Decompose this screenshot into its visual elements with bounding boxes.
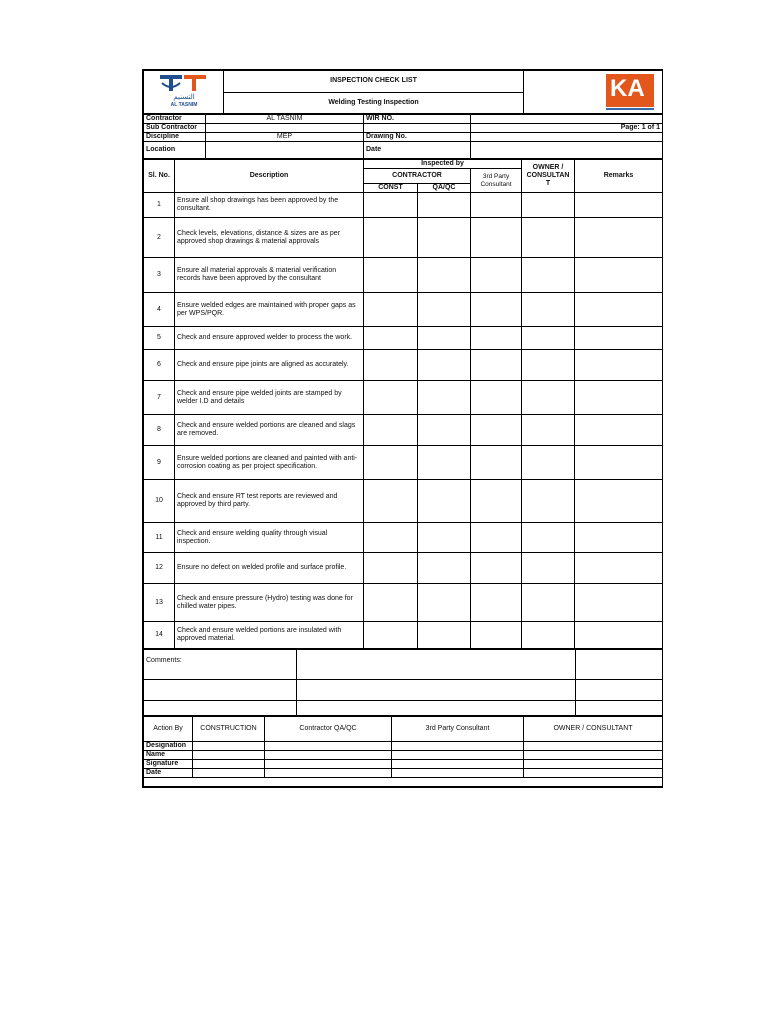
checklist-row (144, 350, 663, 381)
subcontractor-label: Sub Contractor (144, 124, 206, 133)
footer-blank-row (144, 778, 663, 787)
qaqc-check[interactable] (418, 381, 471, 415)
qaqc-check[interactable] (418, 523, 471, 553)
qaqc-check[interactable] (418, 553, 471, 584)
ka-logo-text: KA (610, 75, 645, 102)
info-table (143, 114, 663, 159)
item-number: 6 (144, 350, 175, 381)
const-check[interactable] (364, 523, 418, 553)
contractor-qaqc-header: Contractor QA/QC (265, 717, 392, 742)
location-value[interactable] (206, 142, 364, 159)
qaqc-check[interactable] (418, 218, 471, 258)
signoff-cell[interactable] (524, 769, 663, 778)
checklist-subtitle: Welding Testing Inspection (224, 92, 524, 114)
signoff-cell[interactable] (524, 760, 663, 769)
comments-extra[interactable] (576, 650, 663, 680)
header-table (143, 70, 663, 114)
signature-label: Signature (144, 760, 193, 769)
third-party-check[interactable] (471, 622, 522, 649)
third-party-check[interactable] (471, 193, 522, 218)
third-party-check[interactable] (471, 480, 522, 523)
third-party-check[interactable] (471, 415, 522, 446)
col-const: CONST (364, 184, 418, 193)
signoff-cell[interactable] (392, 769, 524, 778)
remarks-cell[interactable] (575, 193, 663, 218)
owner-check[interactable] (522, 350, 575, 381)
designation-label: Designation (144, 742, 193, 751)
col-remarks: Remarks (575, 160, 663, 193)
checklist-row (144, 446, 663, 480)
date-label-signoff: Date (144, 769, 193, 778)
inspection-checklist-sheet (142, 69, 663, 788)
comments-line[interactable] (297, 680, 576, 701)
col-sl-no: Sl. No. (144, 160, 175, 193)
item-description: Check and ensure welded portions are cleaned and slags are removed. (175, 415, 364, 446)
remarks-cell[interactable] (575, 446, 663, 480)
third-party-check[interactable] (471, 327, 522, 350)
third-party-check[interactable] (471, 523, 522, 553)
item-number: 14 (144, 622, 175, 649)
item-number: 9 (144, 446, 175, 480)
signoff-cell[interactable] (193, 769, 265, 778)
item-description: Ensure welded edges are maintained with proper gaps as per WPS/PQR. (175, 293, 364, 327)
signoff-cell[interactable] (193, 760, 265, 769)
item-description: Check and ensure welded portions are insulated with approved material. (175, 622, 364, 649)
item-description: Check and ensure pressure (Hydro) testing was done for chilled water pipes. (175, 584, 364, 622)
owner-check[interactable] (522, 480, 575, 523)
signoff-cell[interactable] (193, 742, 265, 751)
signoff-cell[interactable] (265, 769, 392, 778)
item-description: Check and ensure RT test reports are reviewed and approved by third party. (175, 480, 364, 523)
discipline-label: Discipline (144, 133, 206, 142)
checklist-row (144, 584, 663, 622)
remarks-cell[interactable] (575, 218, 663, 258)
subcontractor-value[interactable] (206, 124, 364, 133)
qaqc-check[interactable] (418, 584, 471, 622)
item-number: 7 (144, 381, 175, 415)
owner-check[interactable] (522, 218, 575, 258)
remarks-cell[interactable] (575, 553, 663, 584)
signoff-cell[interactable] (392, 751, 524, 760)
remarks-cell[interactable] (575, 622, 663, 649)
remarks-cell[interactable] (575, 327, 663, 350)
signoff-cell[interactable] (265, 760, 392, 769)
checklist-row (144, 381, 663, 415)
altasnim-logo-icon (146, 71, 222, 111)
checklist-row (144, 523, 663, 553)
col-qaqc: QA/QC (418, 184, 471, 193)
signoff-table (143, 716, 663, 787)
location-label: Location (144, 142, 206, 159)
third-party-check[interactable] (471, 446, 522, 480)
comments-line[interactable] (144, 701, 297, 716)
remarks-cell[interactable] (575, 258, 663, 293)
const-check[interactable] (364, 415, 418, 446)
owner-check[interactable] (522, 523, 575, 553)
qaqc-check[interactable] (418, 415, 471, 446)
const-check[interactable] (364, 218, 418, 258)
third-party-check[interactable] (471, 381, 522, 415)
const-check[interactable] (364, 480, 418, 523)
owner-check[interactable] (522, 446, 575, 480)
qaqc-check[interactable] (418, 622, 471, 649)
remarks-cell[interactable] (575, 381, 663, 415)
item-description: Check and ensure welding quality through visual inspection. (175, 523, 364, 553)
owner-check[interactable] (522, 622, 575, 649)
item-number: 10 (144, 480, 175, 523)
const-check[interactable] (364, 622, 418, 649)
signoff-cell[interactable] (392, 760, 524, 769)
signoff-cell[interactable] (265, 742, 392, 751)
checklist-row (144, 622, 663, 649)
third-party-header: 3rd Party Consultant (392, 717, 524, 742)
drawing-label: Drawing No. (364, 133, 471, 142)
col-description: Description (175, 160, 364, 193)
remarks-cell[interactable] (575, 293, 663, 327)
owner-check[interactable] (522, 415, 575, 446)
col-third-party: 3rd Party Consultant (471, 169, 522, 193)
owner-header: OWNER / CONSULTANT (524, 717, 663, 742)
qaqc-check[interactable] (418, 193, 471, 218)
action-by-label: Action By (144, 717, 193, 742)
item-description: Ensure all shop drawings has been approved by the consultant. (175, 193, 364, 218)
owner-check[interactable] (522, 584, 575, 622)
item-number: 11 (144, 523, 175, 553)
qaqc-check[interactable] (418, 480, 471, 523)
checklist-row (144, 415, 663, 446)
comments-table (143, 649, 663, 716)
altasnim-logo (144, 71, 224, 114)
comments-line[interactable] (576, 680, 663, 701)
item-description: Ensure welded portions are cleaned and painted with anti-corrosion coating as per project specification. (175, 446, 364, 480)
const-check[interactable] (364, 381, 418, 415)
comments-line[interactable] (144, 680, 297, 701)
item-description: Check and ensure approved welder to process the work. (175, 327, 364, 350)
third-party-check[interactable] (471, 258, 522, 293)
item-number: 13 (144, 584, 175, 622)
signoff-cell[interactable] (193, 751, 265, 760)
remarks-cell[interactable] (575, 584, 663, 622)
discipline-value: MEP (206, 133, 364, 142)
qaqc-check[interactable] (418, 293, 471, 327)
col-contractor: CONTRACTOR (364, 169, 471, 184)
qaqc-check[interactable] (418, 327, 471, 350)
signoff-cell[interactable] (524, 751, 663, 760)
checklist-row (144, 327, 663, 350)
name-label: Name (144, 751, 193, 760)
const-check[interactable] (364, 350, 418, 381)
drawing-value[interactable] (471, 133, 663, 142)
third-party-check[interactable] (471, 584, 522, 622)
checklist-row (144, 553, 663, 584)
item-number: 3 (144, 258, 175, 293)
const-check[interactable] (364, 258, 418, 293)
third-party-check[interactable] (471, 293, 522, 327)
contractor-value: AL TASNIM (206, 115, 364, 124)
date-label: Date (364, 142, 471, 159)
signoff-cell[interactable] (524, 742, 663, 751)
checklist-row (144, 293, 663, 327)
svg-text:التسنيم: التسنيم (173, 93, 195, 101)
signoff-cell[interactable] (265, 751, 392, 760)
owner-check[interactable] (522, 553, 575, 584)
item-number: 4 (144, 293, 175, 327)
item-description: Check and ensure pipe welded joints are stamped by welder I.D and details (175, 381, 364, 415)
qaqc-check[interactable] (418, 350, 471, 381)
contractor-label: Contractor (144, 115, 206, 124)
const-check[interactable] (364, 553, 418, 584)
item-description: Check and ensure pipe joints are aligned as accurately. (175, 350, 364, 381)
wir-label: WIR NO. (364, 115, 471, 124)
owner-check[interactable] (522, 327, 575, 350)
checklist-row (144, 258, 663, 293)
item-description: Check levels, elevations, distance & sizes are as per approved shop drawings & material approvals (175, 218, 364, 258)
owner-check[interactable] (522, 293, 575, 327)
checklist-row (144, 218, 663, 258)
item-number: 1 (144, 193, 175, 218)
const-check[interactable] (364, 327, 418, 350)
third-party-check[interactable] (471, 553, 522, 584)
svg-text:AL TASNIM: AL TASNIM (170, 102, 198, 108)
checklist-row (144, 480, 663, 523)
qaqc-check[interactable] (418, 446, 471, 480)
item-number: 12 (144, 553, 175, 584)
checklist-title: INSPECTION CHECK LIST (224, 71, 524, 93)
item-description: Ensure no defect on welded profile and surface profile. (175, 553, 364, 584)
comments-label: Comments: (144, 650, 297, 680)
checklist-row (144, 193, 663, 218)
wir-value[interactable] (471, 115, 663, 124)
owner-check[interactable] (522, 381, 575, 415)
third-party-check[interactable] (471, 218, 522, 258)
ka-logo (524, 71, 663, 114)
item-number: 2 (144, 218, 175, 258)
comments-line[interactable] (576, 701, 663, 716)
construction-header: CONSTRUCTION (193, 717, 265, 742)
comments-field[interactable] (297, 650, 576, 680)
const-check[interactable] (364, 446, 418, 480)
item-description: Ensure all material approvals & material verification records have been approved by the consultant (175, 258, 364, 293)
owner-check[interactable] (522, 193, 575, 218)
const-check[interactable] (364, 584, 418, 622)
col-owner: OWNER / CONSULTAN T (522, 160, 575, 193)
page-number: Page: 1 of 1 (471, 124, 663, 133)
qaqc-check[interactable] (418, 258, 471, 293)
signoff-cell[interactable] (392, 742, 524, 751)
owner-check[interactable] (522, 258, 575, 293)
item-number: 5 (144, 327, 175, 350)
date-value[interactable] (471, 142, 663, 159)
checklist-table (143, 159, 663, 649)
remarks-cell[interactable] (575, 480, 663, 523)
item-number: 8 (144, 415, 175, 446)
const-check[interactable] (364, 193, 418, 218)
subcontractor-blank (364, 124, 471, 133)
remarks-cell[interactable] (575, 415, 663, 446)
const-check[interactable] (364, 293, 418, 327)
col-inspected-by: Inspected by (364, 160, 522, 169)
remarks-cell[interactable] (575, 350, 663, 381)
remarks-cell[interactable] (575, 523, 663, 553)
comments-line[interactable] (297, 701, 576, 716)
third-party-check[interactable] (471, 350, 522, 381)
